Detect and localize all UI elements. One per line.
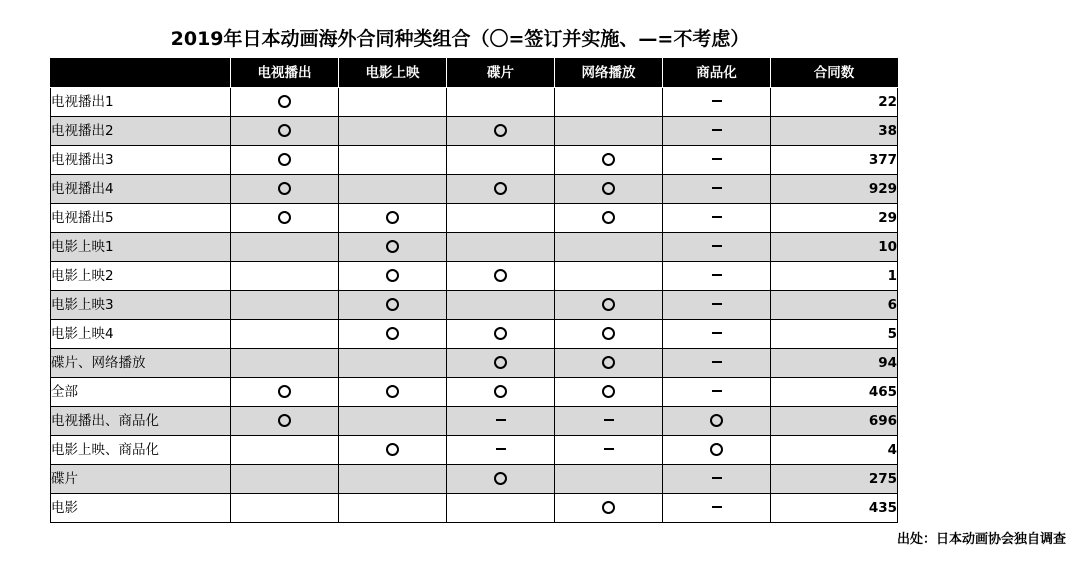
circle-mark-icon — [278, 124, 291, 137]
circle-mark-icon — [494, 269, 507, 282]
table-row — [51, 262, 898, 291]
row-label: 电影上映2 — [51, 262, 231, 291]
mark-cell — [447, 378, 555, 407]
mark-cell — [231, 349, 339, 378]
mark-cell — [447, 465, 555, 494]
table-title: 2019年日本动画海外合同种类组合（〇=签订并实施、—=不考虑） — [170, 28, 750, 50]
row-label: 电影上映4 — [51, 320, 231, 349]
mark-cell — [447, 291, 555, 320]
contract-count-cell: 29 — [771, 204, 898, 233]
circle-mark-icon — [386, 211, 399, 224]
mark-cell — [555, 291, 663, 320]
table-row — [51, 204, 898, 233]
circle-mark-icon — [386, 327, 399, 340]
header-cell-disc: 碟片 — [447, 59, 555, 88]
mark-cell — [555, 436, 663, 465]
mark-cell — [339, 88, 447, 117]
row-label: 电影上映1 — [51, 233, 231, 262]
mark-cell — [231, 465, 339, 494]
contract-count-cell: 435 — [771, 494, 898, 523]
circle-mark-icon — [602, 501, 615, 514]
mark-cell — [663, 436, 771, 465]
circle-mark-icon — [494, 327, 507, 340]
row-label: 电视播出1 — [51, 88, 231, 117]
table-row — [51, 494, 898, 523]
contract-count-cell: 5 — [771, 320, 898, 349]
dash-mark-icon — [712, 216, 722, 218]
circle-mark-icon — [278, 182, 291, 195]
mark-cell — [339, 146, 447, 175]
row-label: 电影 — [51, 494, 231, 523]
table-row — [51, 88, 898, 117]
mark-cell — [663, 262, 771, 291]
circle-mark-icon — [602, 385, 615, 398]
circle-mark-icon — [494, 356, 507, 369]
header-cell-movie: 电影上映 — [339, 59, 447, 88]
mark-cell — [339, 349, 447, 378]
dash-mark-icon — [712, 390, 722, 392]
contract-count-cell: 94 — [771, 349, 898, 378]
circle-mark-icon — [494, 472, 507, 485]
mark-cell — [555, 349, 663, 378]
mark-cell — [231, 88, 339, 117]
table-row — [51, 465, 898, 494]
mark-cell — [447, 146, 555, 175]
mark-cell — [231, 378, 339, 407]
mark-cell — [663, 175, 771, 204]
mark-cell — [231, 436, 339, 465]
dash-mark-icon — [712, 187, 722, 189]
row-label: 电视播出3 — [51, 146, 231, 175]
circle-mark-icon — [602, 211, 615, 224]
contract-count-cell: 465 — [771, 378, 898, 407]
contract-count-cell: 38 — [771, 117, 898, 146]
table-row — [51, 436, 898, 465]
mark-cell — [663, 146, 771, 175]
dash-mark-icon — [712, 100, 722, 102]
mark-cell — [231, 233, 339, 262]
mark-cell — [555, 204, 663, 233]
table-body — [51, 88, 898, 523]
mark-cell — [555, 320, 663, 349]
row-label: 全部 — [51, 378, 231, 407]
mark-cell — [555, 175, 663, 204]
contract-combination-table — [50, 58, 898, 523]
dash-mark-icon — [712, 477, 722, 479]
mark-cell — [339, 378, 447, 407]
mark-cell — [447, 349, 555, 378]
mark-cell — [663, 117, 771, 146]
circle-mark-icon — [386, 269, 399, 282]
mark-cell — [231, 175, 339, 204]
mark-cell — [555, 233, 663, 262]
mark-cell — [663, 320, 771, 349]
circle-mark-icon — [494, 124, 507, 137]
mark-cell — [339, 436, 447, 465]
contract-count-cell: 275 — [771, 465, 898, 494]
mark-cell — [447, 262, 555, 291]
contract-count-cell: 4 — [771, 436, 898, 465]
mark-cell — [555, 146, 663, 175]
header-cell-corner — [51, 59, 231, 88]
mark-cell — [339, 204, 447, 233]
mark-cell — [447, 88, 555, 117]
contract-count-cell: 6 — [771, 291, 898, 320]
dash-mark-icon — [712, 506, 722, 508]
mark-cell — [663, 407, 771, 436]
circle-mark-icon — [494, 385, 507, 398]
mark-cell — [231, 262, 339, 291]
circle-mark-icon — [386, 385, 399, 398]
dash-mark-icon — [712, 245, 722, 247]
mark-cell — [555, 88, 663, 117]
table-row — [51, 407, 898, 436]
mark-cell — [339, 320, 447, 349]
mark-cell — [231, 320, 339, 349]
dash-mark-icon — [712, 332, 722, 334]
circle-mark-icon — [278, 95, 291, 108]
contract-count-cell: 10 — [771, 233, 898, 262]
circle-mark-icon — [386, 443, 399, 456]
mark-cell — [663, 349, 771, 378]
mark-cell — [663, 291, 771, 320]
mark-cell — [231, 146, 339, 175]
dash-mark-icon — [496, 419, 506, 421]
dash-mark-icon — [712, 129, 722, 131]
circle-mark-icon — [602, 153, 615, 166]
mark-cell — [339, 117, 447, 146]
circle-mark-icon — [278, 153, 291, 166]
circle-mark-icon — [602, 327, 615, 340]
row-label: 电影上映3 — [51, 291, 231, 320]
circle-mark-icon — [386, 240, 399, 253]
mark-cell — [555, 117, 663, 146]
mark-cell — [447, 233, 555, 262]
row-label: 电影上映、商品化 — [51, 436, 231, 465]
contract-count-cell: 377 — [771, 146, 898, 175]
mark-cell — [447, 407, 555, 436]
mark-cell — [663, 88, 771, 117]
mark-cell — [447, 117, 555, 146]
contract-count-cell: 22 — [771, 88, 898, 117]
table-row — [51, 320, 898, 349]
mark-cell — [663, 233, 771, 262]
mark-cell — [663, 465, 771, 494]
mark-cell — [663, 494, 771, 523]
mark-cell — [663, 204, 771, 233]
mark-cell — [231, 204, 339, 233]
mark-cell — [447, 175, 555, 204]
circle-mark-icon — [278, 385, 291, 398]
mark-cell — [447, 320, 555, 349]
mark-cell — [447, 494, 555, 523]
source-note: 出处：日本动画协会独自调查 — [896, 532, 1066, 547]
circle-mark-icon — [710, 443, 723, 456]
row-label: 电视播出4 — [51, 175, 231, 204]
header-cell-merchandising: 商品化 — [663, 59, 771, 88]
circle-mark-icon — [494, 182, 507, 195]
mark-cell — [231, 291, 339, 320]
dash-mark-icon — [496, 448, 506, 450]
circle-mark-icon — [278, 414, 291, 427]
circle-mark-icon — [602, 356, 615, 369]
dash-mark-icon — [712, 274, 722, 276]
header-cell-tv: 电视播出 — [231, 59, 339, 88]
row-label: 碟片 — [51, 465, 231, 494]
mark-cell — [339, 407, 447, 436]
mark-cell — [555, 262, 663, 291]
table-row — [51, 117, 898, 146]
circle-mark-icon — [710, 414, 723, 427]
mark-cell — [339, 465, 447, 494]
mark-cell — [555, 494, 663, 523]
mark-cell — [447, 436, 555, 465]
mark-cell — [447, 204, 555, 233]
row-label: 电视播出、商品化 — [51, 407, 231, 436]
row-label: 电视播出5 — [51, 204, 231, 233]
header-row — [51, 59, 898, 88]
mark-cell — [555, 378, 663, 407]
circle-mark-icon — [278, 211, 291, 224]
table-row — [51, 291, 898, 320]
circle-mark-icon — [602, 182, 615, 195]
table-row — [51, 175, 898, 204]
contract-count-cell: 696 — [771, 407, 898, 436]
circle-mark-icon — [386, 298, 399, 311]
table-row — [51, 349, 898, 378]
header-cell-contract-count: 合同数 — [771, 59, 898, 88]
mark-cell — [555, 407, 663, 436]
contract-count-cell: 1 — [771, 262, 898, 291]
mark-cell — [663, 378, 771, 407]
mark-cell — [231, 117, 339, 146]
row-label: 碟片、网络播放 — [51, 349, 231, 378]
dash-mark-icon — [712, 361, 722, 363]
row-label: 电视播出2 — [51, 117, 231, 146]
mark-cell — [231, 494, 339, 523]
dash-mark-icon — [712, 303, 722, 305]
dash-mark-icon — [712, 158, 722, 160]
mark-cell — [339, 262, 447, 291]
mark-cell — [339, 175, 447, 204]
mark-cell — [555, 465, 663, 494]
table-row — [51, 146, 898, 175]
mark-cell — [339, 233, 447, 262]
header-cell-streaming: 网络播放 — [555, 59, 663, 88]
table-row — [51, 378, 898, 407]
dash-mark-icon — [604, 419, 614, 421]
circle-mark-icon — [602, 298, 615, 311]
contract-count-cell: 929 — [771, 175, 898, 204]
mark-cell — [339, 494, 447, 523]
table-row — [51, 233, 898, 262]
mark-cell — [231, 407, 339, 436]
dash-mark-icon — [604, 448, 614, 450]
mark-cell — [339, 291, 447, 320]
